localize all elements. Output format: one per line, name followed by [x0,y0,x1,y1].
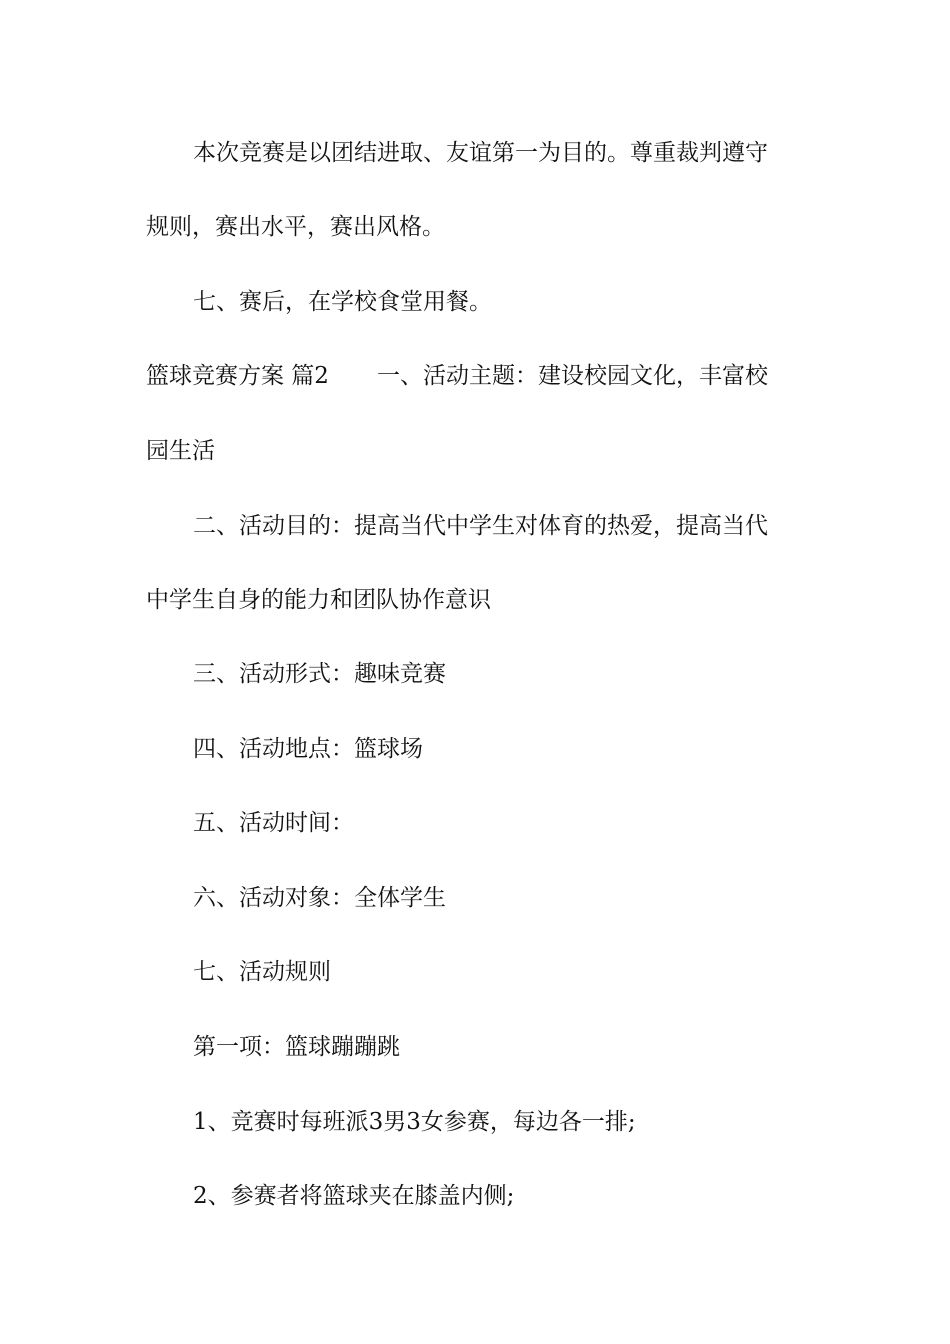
paragraph-line: 四、活动地点：篮球场 [193,736,423,762]
paragraph-line: 1、竞赛时每班派3男3女参赛，每边各一排; [193,1109,636,1135]
paragraph-line: 五、活动时间： [193,810,354,836]
section-heading: 篮球竞赛方案 篇2 [146,363,329,389]
paragraph-line: 规则，赛出水平，赛出风格。 [146,214,445,240]
paragraph-line: 中学生自身的能力和团队协作意识 [146,587,491,613]
paragraph-line: 2、参赛者将篮球夹在膝盖内侧; [193,1183,515,1209]
paragraph-line: 第一项：篮球蹦蹦跳 [193,1034,400,1060]
paragraph-line: 七、活动规则 [193,959,331,985]
paragraph-text: 一、活动主题：建设校园文化，丰富校 [376,363,768,389]
paragraph-line: 本次竞赛是以团结进取、友谊第一为目的。尊重裁判遵守 [193,140,768,166]
paragraph-line: 二、活动目的：提高当代中学生对体育的热爱，提高当代 [193,513,768,539]
paragraph-line: 七、赛后，在学校食堂用餐。 [193,289,492,315]
paragraph-line: 三、活动形式：趣味竞赛 [193,661,446,687]
paragraph-line: 六、活动对象：全体学生 [193,885,446,911]
section-heading-line [146,361,826,391]
paragraph-line: 园生活 [146,438,215,464]
